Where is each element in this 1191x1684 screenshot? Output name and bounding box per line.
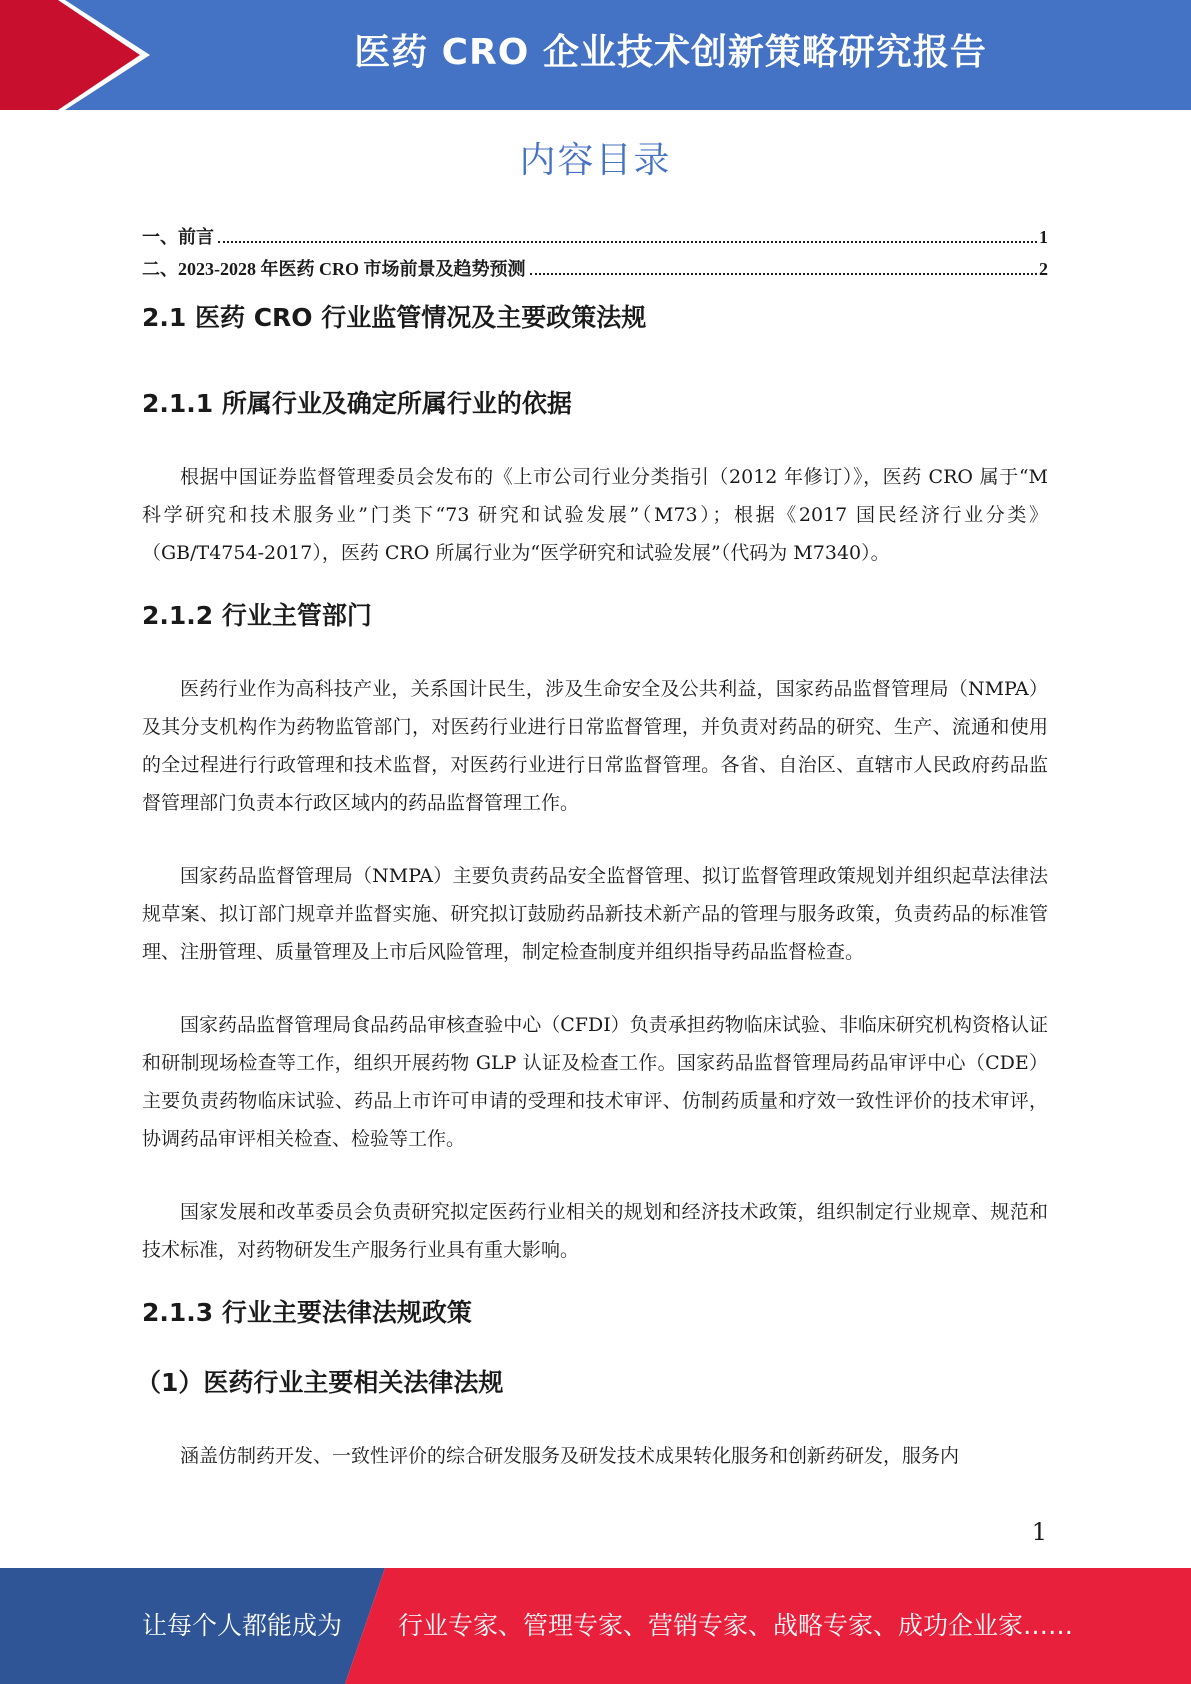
paragraph: 涵盖仿制药开发、一致性评价的综合研发服务及研发技术成果转化服务和创新药研发，服务内 [180,1445,960,1467]
subsection-heading: （1）医药行业主要相关法律法规 [136,1368,504,1397]
toc-entry-label: 一、前言 [142,227,214,247]
toc-leader-dots [218,240,1037,243]
toc-heading: 内容目录 [519,140,672,181]
toc-entry[interactable] [142,223,1048,255]
toc-entry-page: 2 [1039,259,1048,279]
report-title: 医药 CRO 企业技术创新策略研究报告 [354,32,987,73]
paragraph: 医药行业作为高科技产业，关系国计民生，涉及生命安全及公共利益，国家药品监督管理局（NMPA）及其分支机构作为药物监管部门，对医药行业进行日常监督管理，并负责对药品的研究、生产、流通和使用的全过程进行行政管理和技术监督，对医药行业进行日常监督管理。各省、自治区、直辖市人民政府药品监督管理部门负责本行政区域内的药品监督管理工作。 [142,678,1048,814]
toc-entry-label: 二、2023-2028 年医药 CRO 市场前景及趋势预测 [142,259,526,279]
footer-slogan-right: 行业专家、管理专家、营销专家、战略专家、成功企业家…… [398,1611,1074,1640]
section-heading-2-1: 2.1 医药 CRO 行业监管情况及主要政策法规 [142,303,647,332]
paragraph: 国家药品监督管理局（NMPA）主要负责药品安全监督管理、拟订监督管理政策规划并组织起草法律法规草案、拟订部门规章并监督实施、研究拟订鼓励药品新技术新产品的管理与服务政策，负责药品的标准管理、注册管理、质量管理及上市后风险管理，制定检查制度并组织指导药品监督检查。 [142,865,1048,963]
section-heading-2-1-3: 2.1.3 行业主要法律法规政策 [142,1298,472,1327]
page-number: 1 [1031,1518,1047,1546]
paragraph: 国家发展和改革委员会负责研究拟定医药行业相关的规划和经济技术政策，组织制定行业规章、规范和技术标准，对药物研发生产服务行业具有重大影响。 [142,1201,1048,1261]
section-heading-2-1-2: 2.1.2 行业主管部门 [142,601,372,630]
paragraph: 国家药品监督管理局食品药品审核查验中心（CFDI）负责承担药物临床试验、非临床研究机构资格认证和研制现场检查等工作，组织开展药物 GLP 认证及检查工作。国家药品监督管理局药品审评中心（CDE）主要负责药物临床试验、药品上市许可申请的受理和技术审评、仿制药质量和疗效一致性评价的技术审评，协调药品审评相关检查、检验等工作。 [142,1014,1048,1150]
section-heading-2-1-1: 2.1.1 所属行业及确定所属行业的依据 [142,389,572,418]
header-banner [0,0,1191,110]
header-arrow-graphic [0,0,160,110]
table-of-contents [142,223,1048,287]
footer-slogan-left: 让每个人都能成为 [142,1611,343,1640]
toc-entry[interactable] [142,255,1048,287]
toc-leader-dots [530,272,1038,275]
toc-entry-page: 1 [1039,227,1048,247]
footer-banner [0,1568,1191,1684]
document-body [136,296,1048,1475]
paragraph: 根据中国证券监督管理委员会发布的《上市公司行业分类指引（2012 年修订）》，医药 CRO 属于“M 科学研究和技术服务业”门类下“73 研究和试验发展”（M73）；根据《2017 国民经济行业分类》（GB/T4754-2017），医药 CRO 所属行业为“医学研究和试验发展”（代码为 M7340）。 [142,466,1048,564]
